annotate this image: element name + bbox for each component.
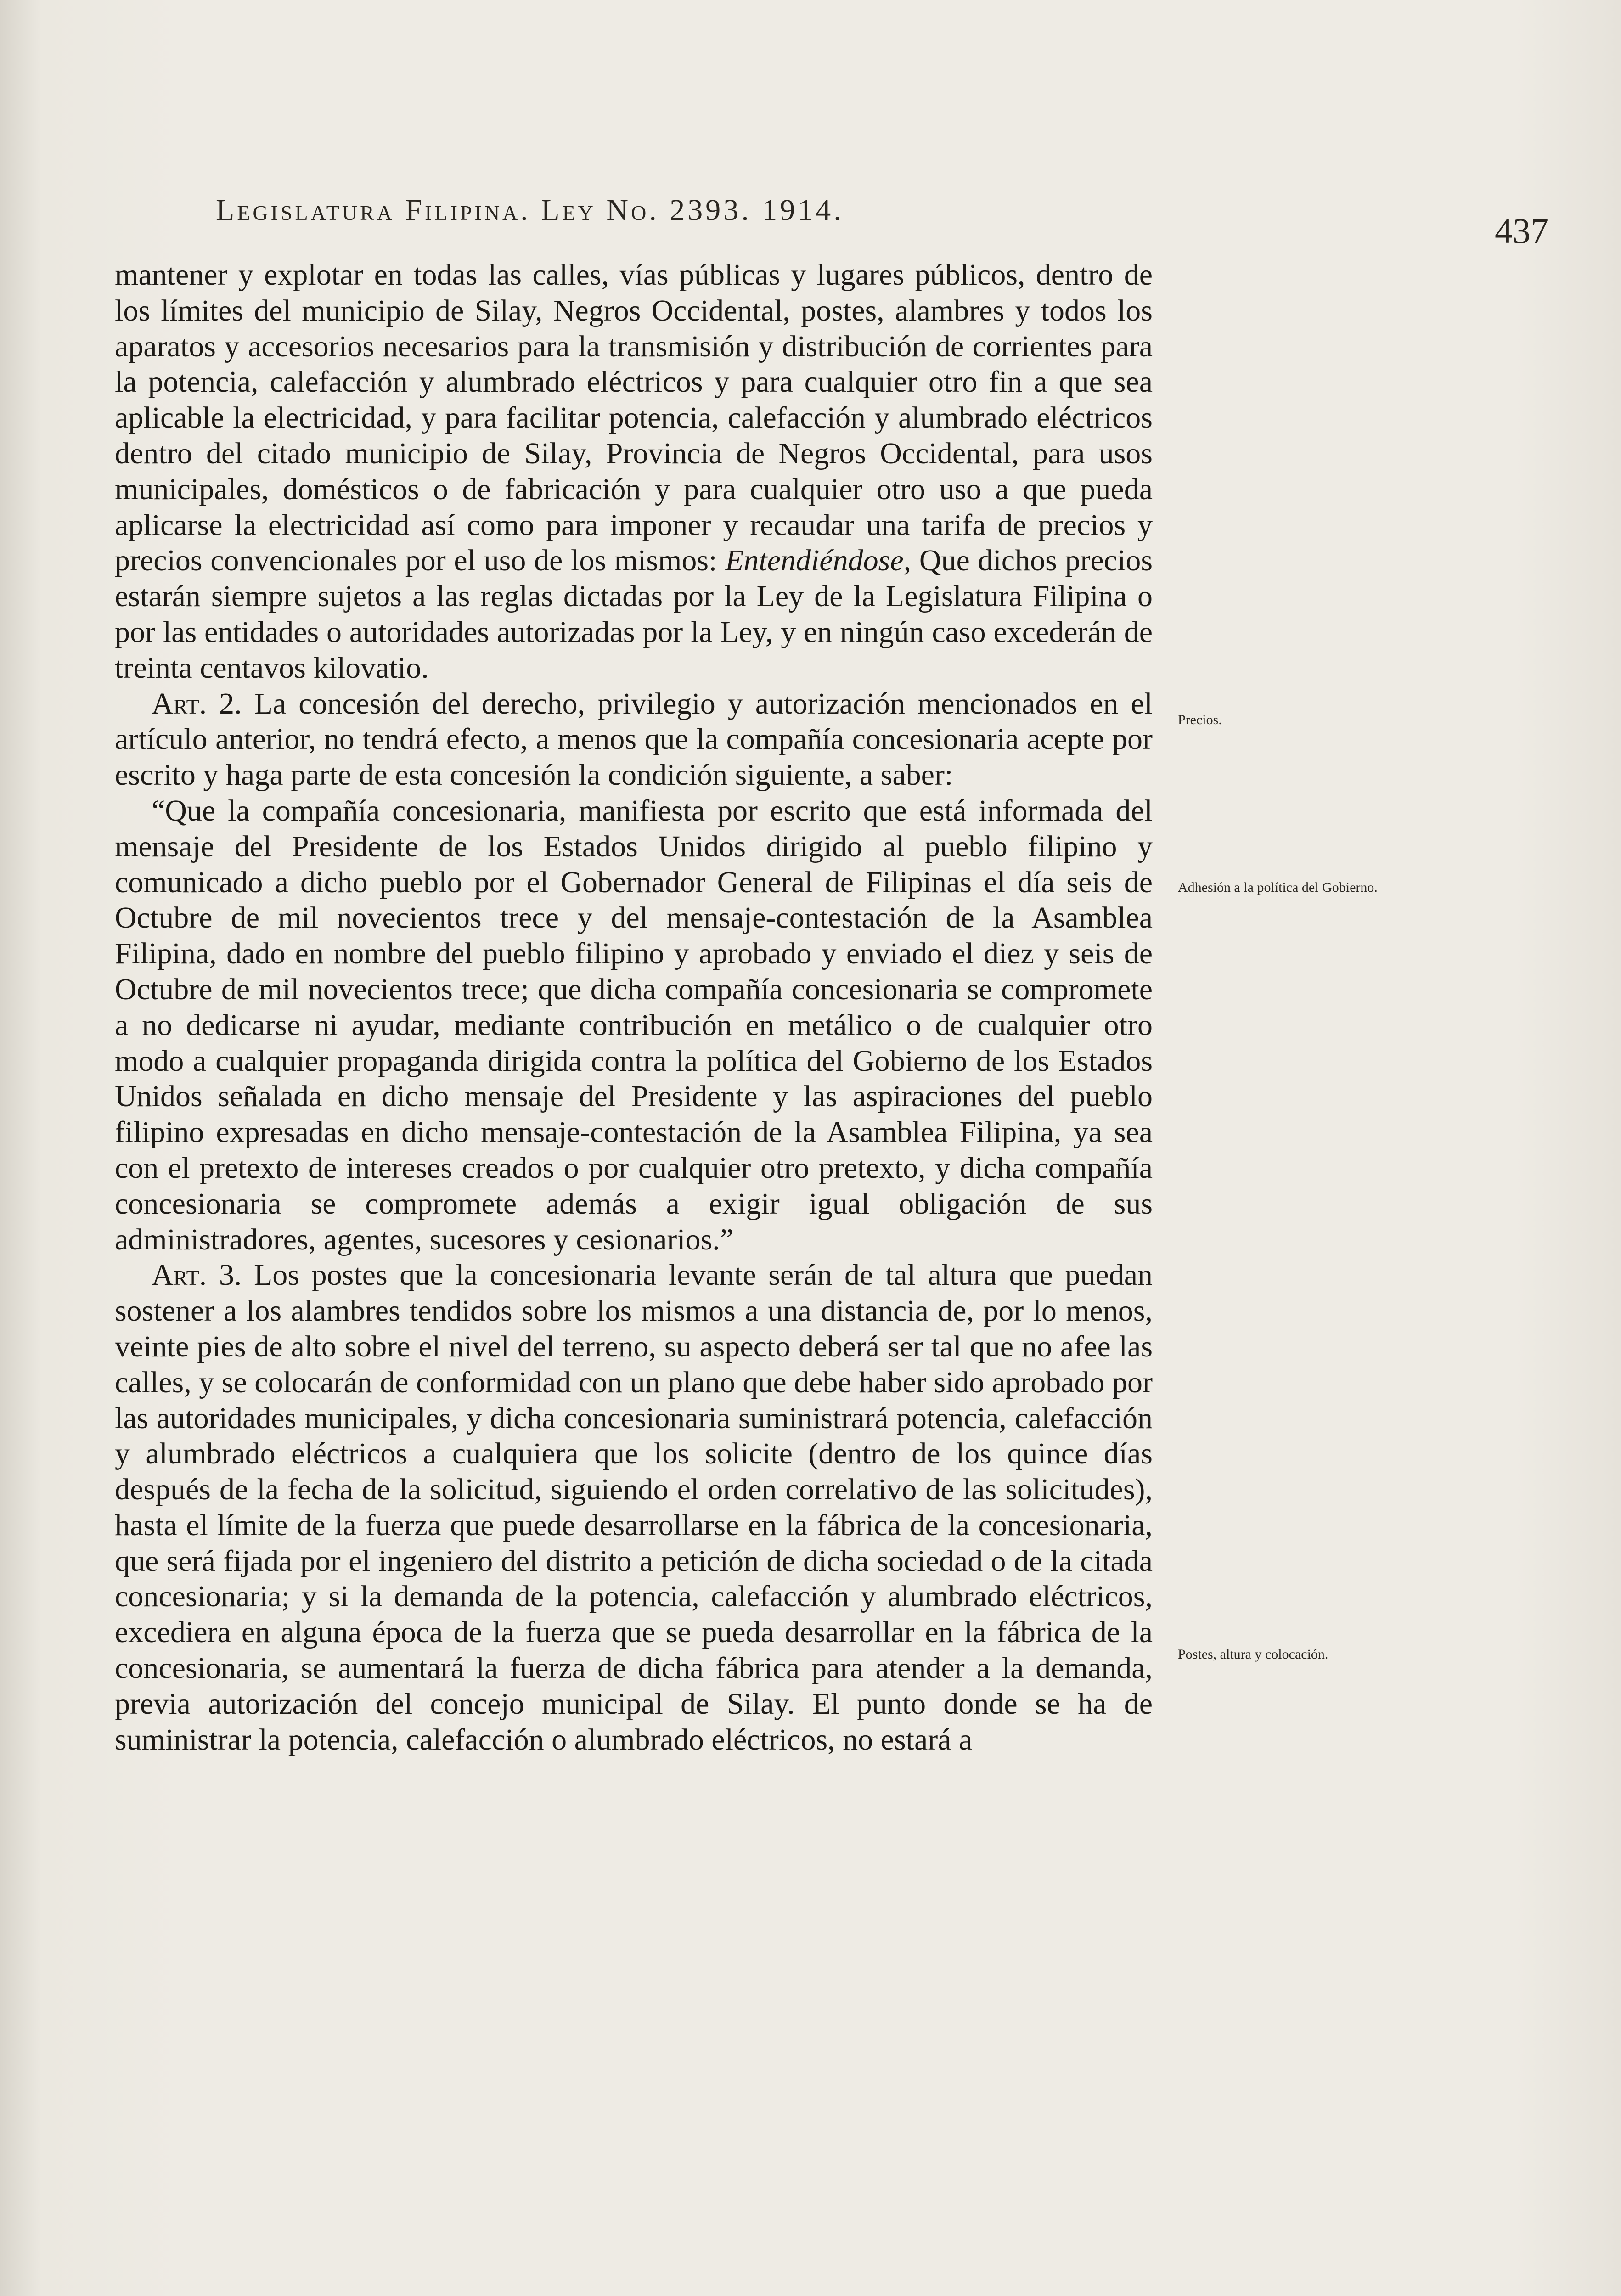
article-3-text: Los postes que la concesionaria levante serán de tal altura que puedan sostener a los alambres tendidos sobre los mismos a una distancia de, por lo menos, veinte pies de alto sobre el nivel del terreno, su aspecto deberá ser tal que no afee las calles, y se colocarán de conformidad con un plano que debe haber sido aprobado por las autoridades municipales, y dicha concesionaria suministrará potencia, calefacción y alumbrado eléctricos a cualquiera que los solicite (dentro de los quince días después de la fecha de la solicitud, siguiendo el orden correlativo de las solicitudes), hasta el límite de la fuerza que puede desarrollarse en la fábrica de la concesionaria, que será fijada por el ingeniero del distrito a petición de dicha sociedad o de la citada concesionaria; y si la demanda de la potencia, calefacción y alumbrado eléctricos, excediera en alguna época de la fuerza que se pueda desarrollar en la fábrica de la concesionaria, se aumentará la fuerza de dicha fábrica para atender a la demanda, previa autorización del concejo municipal de Silay. El punto donde se ha de suministrar la potencia, calefacción o alumbrado eléctricos, no estará a: [115, 1258, 1153, 1756]
article-2-quote: “Que la compañía concesionaria, manifiesta por escrito que está informada del mensaje del Presidente de los Estados Unidos dirigido al pueblo filipino y comunicado a dicho pueblo por el Gobernador General de Filipinas el día seis de Octubre de mil novecientos trece y del mensaje-contestación de la Asamblea Filipina, dado en nombre del pueblo filipino y aprobado y enviado el diez y seis de Octubre de mil novecientos trece; que dicha compañía concesionaria se compromete a no dedicarse ni ayudar, mediante contribución en metálico o de cualquier otro modo a cualquier propaganda dirigida contra la política del Gobierno de los Estados Unidos señalada en dicho mensaje del Presidente y las aspiraciones del pueblo filipino expresadas en dicho mensaje-contestación de la Asamblea Filipina, ya sea con el pretexto de intereses creados o por cualquier otro pretexto, y dicha compañía concesionaria se compromete además a exigir igual obligación de sus administradores, agentes, sucesores y cesionarios.”: [115, 793, 1153, 1256]
body-text: [115, 257, 1153, 1757]
para1-text: mantener y explotar en todas las calles, vías públicas y lugares públicos, dentro de los límites del municipio de Silay, Negros Occidental, postes, alambres y todos los aparatos y accesorios necesarios para la transmisión y distribución de corrientes para la potencia, calefacción y alumbrado eléctricos y para cualquier otro fin a que sea aplicable la electricidad, y para facilitar potencia, calefacción y alumbrado eléctricos dentro del citado municipio de Silay, Provincia de Negros Occidental, para usos municipales, domésticos o de fabricación y para cualquier otro uso a que pueda aplicarse la electricidad así como para imponer y recaudar una tarifa de precios y precios convencionales por el uso de los mismos:: [115, 258, 1153, 578]
article-3-label: Art. 3.: [152, 1258, 242, 1292]
running-head-ley: Ley No. 2393.: [541, 193, 752, 227]
paragraph-continuation: [115, 257, 1153, 686]
running-head-year: 1914.: [762, 193, 844, 227]
page-number: 437: [1495, 211, 1548, 251]
para1-end: Que dichos precios estarán siempre sujetos a las reglas dictadas por la Ley de la Legislatura Filipina o por las entidades o autoridades autorizadas por la Ley, y en ningún caso excederán de treinta centavos kilovatio.: [115, 544, 1153, 685]
article-3: [115, 1257, 1153, 1757]
running-head: [216, 193, 844, 228]
article-2-label: Art. 2.: [152, 687, 242, 720]
margin-note-postes: Postes, altura y colocación.: [1178, 1647, 1328, 1662]
article-2-text: La concesión del derecho, privilegio y autorización mencionados en el artículo anterior, no tendrá efecto, a menos que la compañía concesionaria acepte por escrito y haga parte de esta concesión la condición siguiente, a saber:: [115, 687, 1153, 792]
article-2: [115, 686, 1153, 793]
margin-note-precios: Precios.: [1178, 712, 1222, 727]
running-head-legislatura: Legislatura Filipina.: [216, 193, 531, 227]
para1-italic: Entendiéndose,: [725, 544, 912, 578]
margin-note-adhesion: Adhesión a la política del Gobierno.: [1178, 880, 1378, 895]
